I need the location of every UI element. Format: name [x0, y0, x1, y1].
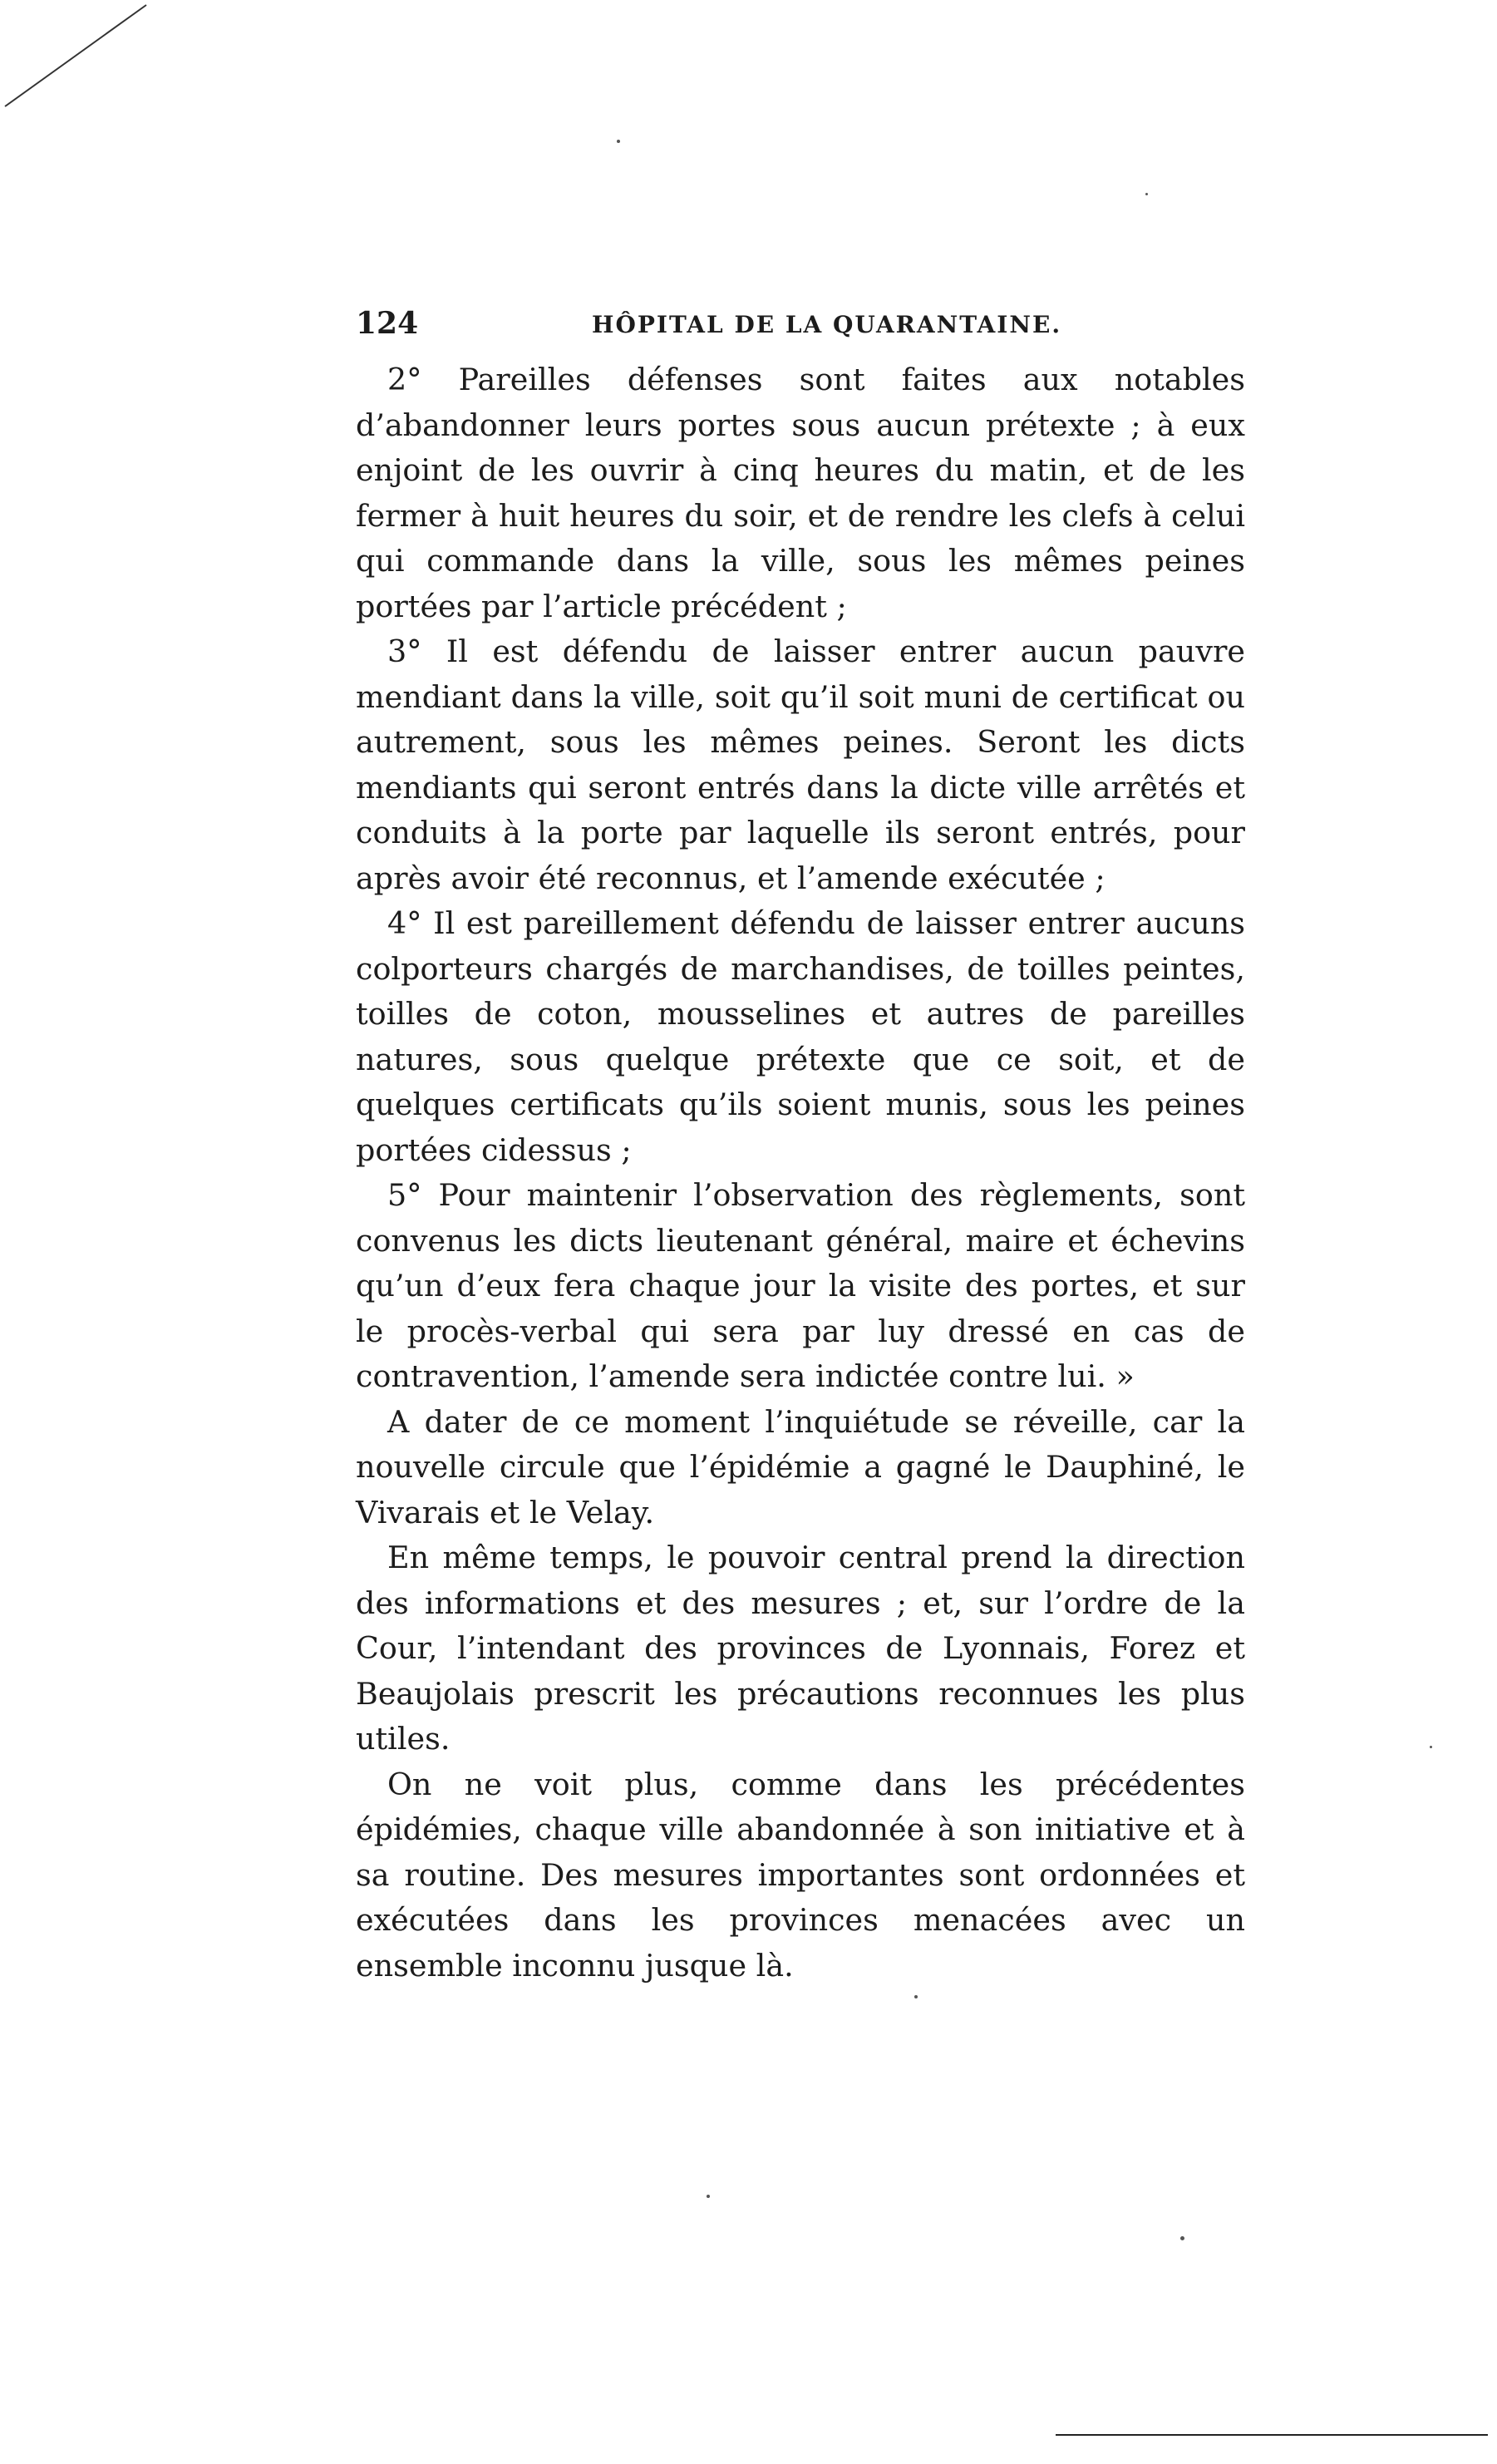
- page-number: 124: [356, 306, 419, 341]
- scan-speck: [1430, 1746, 1432, 1748]
- paragraph-article-5: 5° Pour maintenir l’observation des règlements, sont convenus les dicts lieutenant général, maire et échevins qu’un d’eux fera chaque jour la visite des portes, et sur le procès-verbal qui sera par luy dressé en cas de contravention, l’amende sera indictée contre lui. »: [356, 1177, 1245, 1394]
- paragraph-inquietude: A dater de ce moment l’inquiétude se réveille, car la nouvelle circule que l’épidémie a gagné le Dauphiné, le Vivarais et le Velay.: [356, 1403, 1245, 1530]
- running-head: HÔPITAL DE LA QUARANTAINE.: [592, 311, 1062, 338]
- body-text: [356, 357, 1245, 1988]
- paragraph-article-2: 2° Pareilles défenses sont faites aux notables d’abandonner leurs portes sous aucun prétexte ; à eux enjoint de les ouvrir à cinq heures du matin, et de les fermer à huit heures du soir, et de rendre les clefs à celui qui commande dans la ville, sous les mêmes peines portées par l’article précédent ;: [356, 362, 1245, 624]
- scan-speck: [914, 1995, 918, 1998]
- scan-speck: [617, 140, 620, 143]
- paragraph-mesures: On ne voit plus, comme dans les précédentes épidémies, chaque ville abandonnée à son initiative et à sa routine. Des mesures importantes sont ordonnées et exécutées dans les provinces menacées avec un ensemble inconnu jusque là.: [356, 1766, 1245, 1984]
- paragraph-article-4: 4° Il est pareillement défendu de laisser entrer aucuns colporteurs chargés de marchandises, de toilles peintes, toilles de coton, mousselines et autres de pareilles natures, sous quelque prétexte que ce soit, et de quelques certificats qu’ils soient munis, sous les peines portées cidessus ;: [356, 905, 1245, 1168]
- paragraph-article-3: 3° Il est défendu de laisser entrer aucun pauvre mendiant dans la ville, soit qu’il soit muni de certificat ou autrement, sous les mêmes peines. Seront les dicts mendiants qui seront entrés dans la dicte ville arrêtés et conduits à la porte par laquelle ils seront entrés, pour après avoir été reconnus, et l’amende exécutée ;: [356, 633, 1245, 896]
- page-header: [356, 306, 1187, 339]
- footer-rule: [1056, 2434, 1488, 2436]
- paragraph-pouvoir-central: En même temps, le pouvoir central prend la direction des informations et des mesures ; et, sur l’ordre de la Cour, l’intendant des provinces de Lyonnais, Forez et Beaujolais prescrit les précautions reconnues les plus utiles.: [356, 1540, 1245, 1757]
- corner-pen-stroke: [0, 0, 166, 116]
- scan-speck: [707, 2195, 710, 2198]
- scan-speck: [1180, 2236, 1184, 2240]
- scan-speck: [1145, 193, 1148, 195]
